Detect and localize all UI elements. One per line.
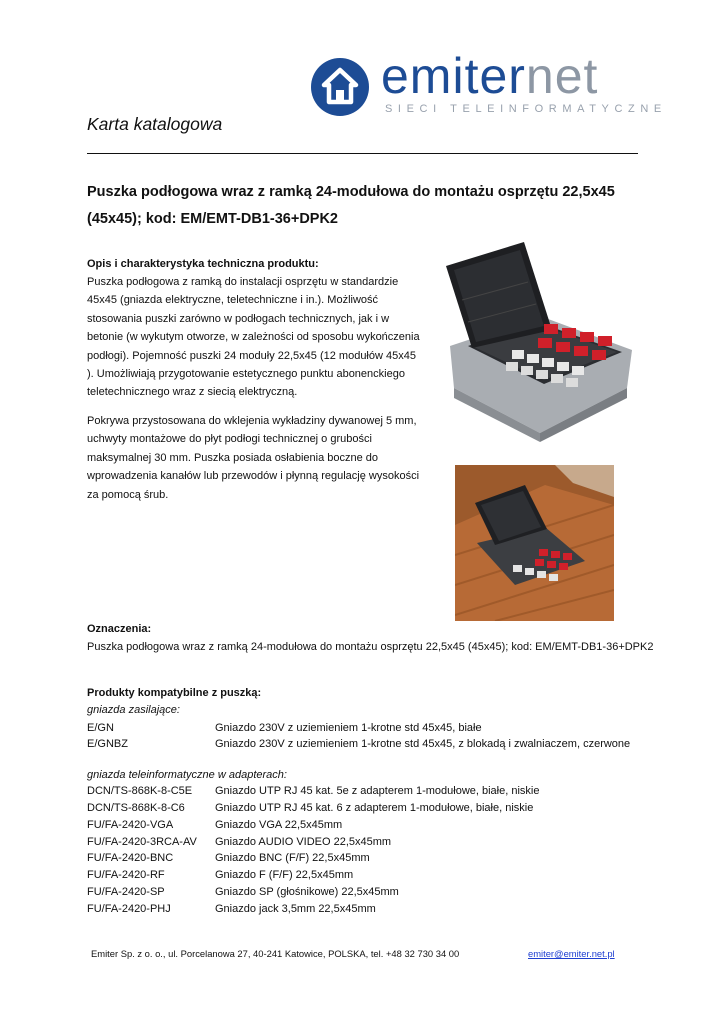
product-photo-box — [432, 238, 640, 444]
header-divider — [87, 153, 638, 154]
group-label-tele: gniazda teleinformatyczne w adapterach: — [87, 769, 287, 781]
product-code: FU/FA-2420-3RCA-AV — [87, 836, 197, 848]
product-row — [87, 903, 647, 919]
designation-heading: Oznaczenia: — [87, 623, 152, 635]
product-title: Puszka podłogowa wraz z ramką 24-modułowa do montażu osprzętu 22,5x45 (45x45); kod: EM/EMT-DB1-36+DPK2 — [87, 184, 615, 227]
logo-wordmark: emiternet — [381, 48, 599, 104]
product-row — [87, 836, 647, 852]
description-heading: Opis i charakterystyka techniczna produktu: — [87, 258, 319, 270]
product-code: DCN/TS-868K-8-C5E — [87, 785, 193, 797]
product-desc: Gniazdo UTP RJ 45 kat. 5e z adapterem 1-modułowe, białe, niskie — [215, 785, 540, 797]
product-row — [87, 819, 647, 835]
footer-address: Emiter Sp. z o. o., ul. Porcelanowa 27, 40-241 Katowice, POLSKA, tel. +48 32 730 34 00 — [91, 948, 460, 959]
product-code: FU/FA-2420-RF — [87, 869, 165, 881]
product-row — [87, 869, 647, 885]
company-logo — [311, 48, 667, 120]
product-row — [87, 852, 647, 868]
product-desc: Gniazdo VGA 22,5x45mm — [215, 819, 343, 831]
compatible-heading: Produkty kompatybilne z puszką: — [87, 687, 262, 699]
designation-text: Puszka podłogowa wraz z ramką 24-modułowa do montażu osprzętu 22,5x45 (45x45); kod: EM/EMT-DB1-36+DPK2 — [87, 641, 654, 653]
product-desc: Gniazdo 230V z uziemieniem 1-krotne std 45x45, białe — [215, 722, 482, 734]
product-desc: Gniazdo BNC (F/F) 22,5x45mm — [215, 852, 370, 864]
logo-house-icon — [311, 58, 369, 116]
product-code: FU/FA-2420-SP — [87, 886, 165, 898]
product-code: FU/FA-2420-PHJ — [87, 903, 171, 915]
description-paragraph-2: Pokrywa przystosowana do wklejenia wykładziny dywanowej 5 mm, uchwyty montażowe do płyt podłogi technicznej o grubości maksymalnej 30 mm. Puszka posiada osłabienia boczne do wprowadzenia kanałów lub przewodów i płynną regulację wysokości za pomocą śrub. — [87, 415, 420, 501]
footer-email-link[interactable]: emiter@emiter.net.pl — [528, 948, 615, 959]
product-photo-installed — [455, 465, 614, 621]
product-desc: Gniazdo AUDIO VIDEO 22,5x45mm — [215, 836, 392, 848]
document-type: Karta katalogowa — [87, 114, 223, 134]
product-desc: Gniazdo SP (głośnikowe) 22,5x45mm — [215, 886, 399, 898]
product-desc: Gniazdo F (F/F) 22,5x45mm — [215, 869, 354, 881]
description-paragraph-1: Puszka podłogowa z ramką do instalacji osprzętu w standardzie 45x45 (gniazda elektryczne, teletechniczne i in.). Możliwość stosowania puszki zarówno w podłogach technicznych, jak i w betonie (w wykutym otworze, w zależności od sposobu wykończenia podłogi). Pojemność puszki 24 moduły 22,5x45 (12 modułów 45x45 ). Umożliwiają przygotowanie estetycznego punktu abonenckiego teletechnicznego wraz z siecią elektryczną. — [87, 276, 420, 399]
product-desc: Gniazdo jack 3,5mm 22,5x45mm — [215, 903, 376, 915]
product-row — [87, 785, 647, 801]
product-row — [87, 802, 647, 818]
product-desc: Gniazdo 230V z uziemieniem 1-krotne std 45x45, z blokadą i zwalniaczem, czerwone — [215, 738, 631, 750]
product-row — [87, 738, 647, 754]
product-code: FU/FA-2420-BNC — [87, 852, 174, 864]
product-code: E/GNBZ — [87, 738, 128, 750]
group-label-power: gniazda zasilające: — [87, 704, 180, 716]
product-code: E/GN — [87, 722, 114, 734]
product-row — [87, 886, 647, 902]
product-row — [87, 722, 647, 738]
logo-tagline: SIECI TELEINFORMATYCZNE — [385, 103, 667, 115]
product-code: FU/FA-2420-VGA — [87, 819, 174, 831]
product-desc: Gniazdo UTP RJ 45 kat. 6 z adapterem 1-modułowe, białe, niskie — [215, 802, 534, 814]
product-code: DCN/TS-868K-8-C6 — [87, 802, 185, 814]
